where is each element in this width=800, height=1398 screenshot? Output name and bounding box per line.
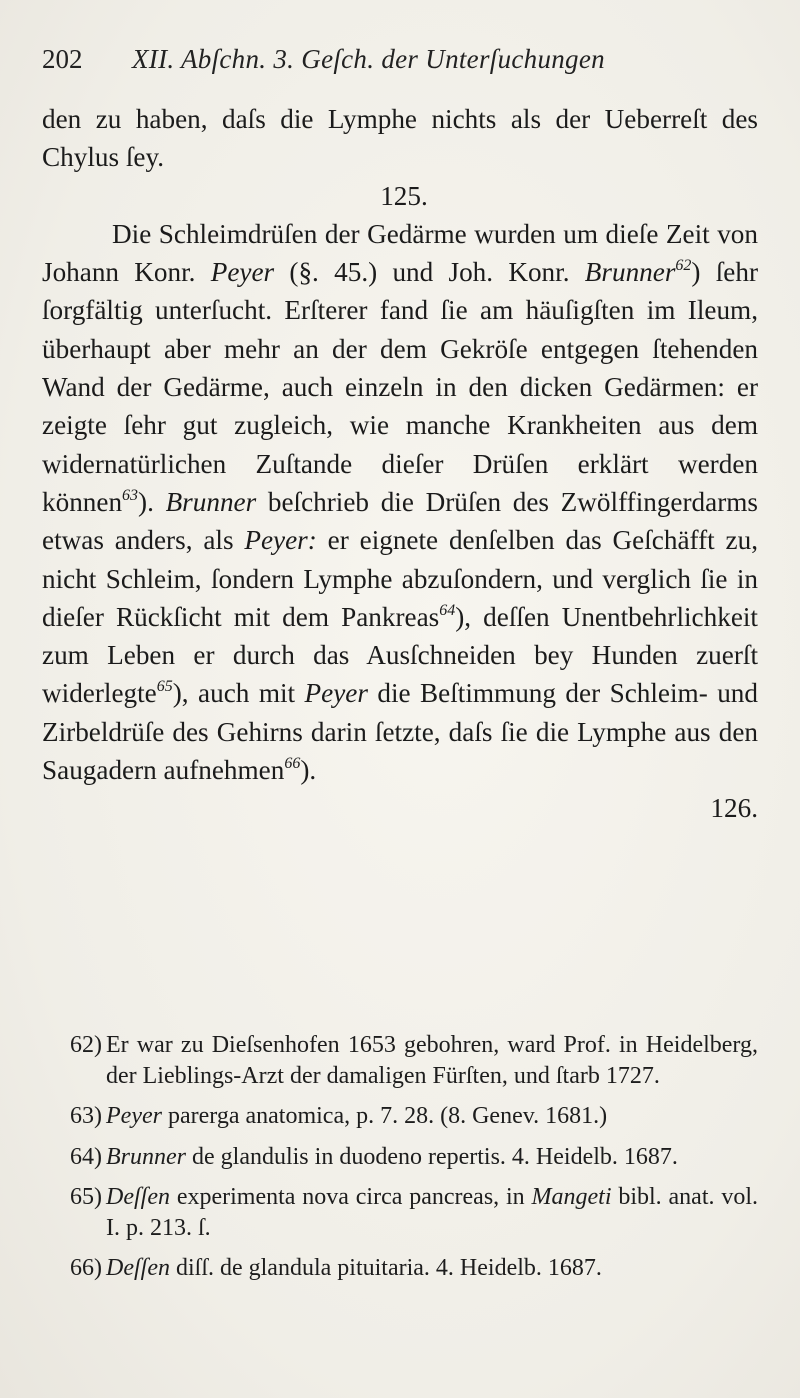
footnote-number: 64) bbox=[70, 1143, 102, 1170]
footnote-text: experimenta nova circa pancreas, in bbox=[169, 1184, 532, 1210]
page-number: 202 bbox=[42, 44, 83, 74]
para-text: ) ſehr ſorgfältig unterſucht. Erſterer fand ſie am häuſigſten im Ileum, überhaupt aber mehr an der dem Gekröſe entgegen ſtehenden Wand der Gedärme, auch einzeln in den dicken Gedärmen: er zeigte ſehr gut zugleich, wie manche Krankheiten aus dem widernatürlichen Zuſtande dieſer Drüſen erklärt werden können bbox=[42, 257, 759, 517]
footnote-ref: 66 bbox=[284, 755, 301, 773]
para-text: ), deſſen Unentbehrlichkeit zum Leben er durch das Ausſchneiden bey Hunden zuerſt widerlegte bbox=[42, 601, 758, 709]
footnote-text: parerga anatomica, p. 7. 28. (8. Genev. 1681.) bbox=[161, 1103, 608, 1129]
footnote-text: Er war zu Dieſsenhofen 1653 gebohren, ward Prof. in Heidelberg, der Lieblings-Arzt der damaligen Fürſten, und ſtarb 1727. bbox=[106, 1032, 758, 1089]
name-peyer: Peyer bbox=[304, 678, 368, 709]
footnote-ref: 64 bbox=[439, 601, 456, 619]
para-text: (§. 45.) und Joh. Konr. bbox=[274, 257, 585, 288]
footnote-62 bbox=[70, 1030, 758, 1091]
footnote-number: 63) bbox=[70, 1103, 102, 1129]
main-text bbox=[42, 100, 758, 828]
footnote-ref: 65 bbox=[156, 678, 173, 696]
para-text: Die Schleimdrüſen der Gedärme wurden um dieſe Zeit von Johann Konr. bbox=[42, 218, 758, 288]
footnote-author: Brunner bbox=[106, 1143, 186, 1170]
footnote-number: 65) bbox=[70, 1184, 102, 1210]
para-text: die Beſtimmung der Schleim- und Zirbeldrüſe des Gehirns darin ſetzte, daſs ſie die Lymphe aus den Saugadern aufnehmen bbox=[42, 678, 758, 786]
name-brunner: Brunner bbox=[584, 257, 676, 288]
footnote-63 bbox=[70, 1101, 758, 1132]
footnote-64 bbox=[70, 1142, 758, 1173]
section-number: 125. bbox=[380, 180, 428, 211]
footnote-author: Peyer bbox=[106, 1103, 162, 1129]
name-brunner: Brunner bbox=[165, 486, 257, 517]
footnote-italic: Mangeti bbox=[531, 1184, 612, 1210]
top-paragraph: den zu haben, daſs die Lymphe nichts als der Ueberreſt des Chylus ſey. bbox=[42, 104, 758, 173]
page-header bbox=[42, 44, 742, 84]
footnote-text: diſſ. de glandula pituitaria. 4. Heidelb. 1687. bbox=[169, 1255, 602, 1281]
footnote-66 bbox=[70, 1253, 758, 1284]
footnote-number: 62) bbox=[70, 1032, 102, 1058]
running-title: XII. Abſchn. 3. Geſch. der Unterſuchungen bbox=[132, 44, 605, 74]
name-peyer: Peyer bbox=[210, 257, 275, 288]
footnote-ref: 62 bbox=[675, 257, 692, 275]
footnote-65 bbox=[70, 1182, 758, 1243]
para-text: ), auch mit bbox=[172, 678, 305, 709]
footnote-text: bibl. anat. vol. I. p. 213. ſ. bbox=[106, 1184, 758, 1241]
para-text: ). bbox=[138, 486, 166, 517]
catchword: 126. bbox=[710, 793, 758, 824]
footnote-author: Deſſen bbox=[106, 1255, 170, 1281]
footnotes bbox=[70, 1030, 758, 1294]
footnote-text: de glandulis in duodeno repertis. 4. Heidelb. 1687. bbox=[186, 1143, 678, 1170]
footnote-number: 66) bbox=[70, 1255, 102, 1281]
name-peyer: Peyer: bbox=[244, 525, 317, 556]
para-text: er eignete denſelben das Geſchäfft zu, nicht Schleim, ſondern Lymphe abzuſondern, und verglich ſie in dieſer Rückſicht mit dem Pankreas bbox=[42, 525, 759, 632]
para-text: ). bbox=[300, 755, 317, 786]
para-text: beſchrieb die Drüſen des Zwölffingerdarms etwas anders, als bbox=[42, 486, 758, 556]
section-paragraph bbox=[42, 215, 758, 789]
footnote-ref: 63 bbox=[122, 486, 139, 504]
footnote-author: Deſſen bbox=[106, 1184, 170, 1210]
